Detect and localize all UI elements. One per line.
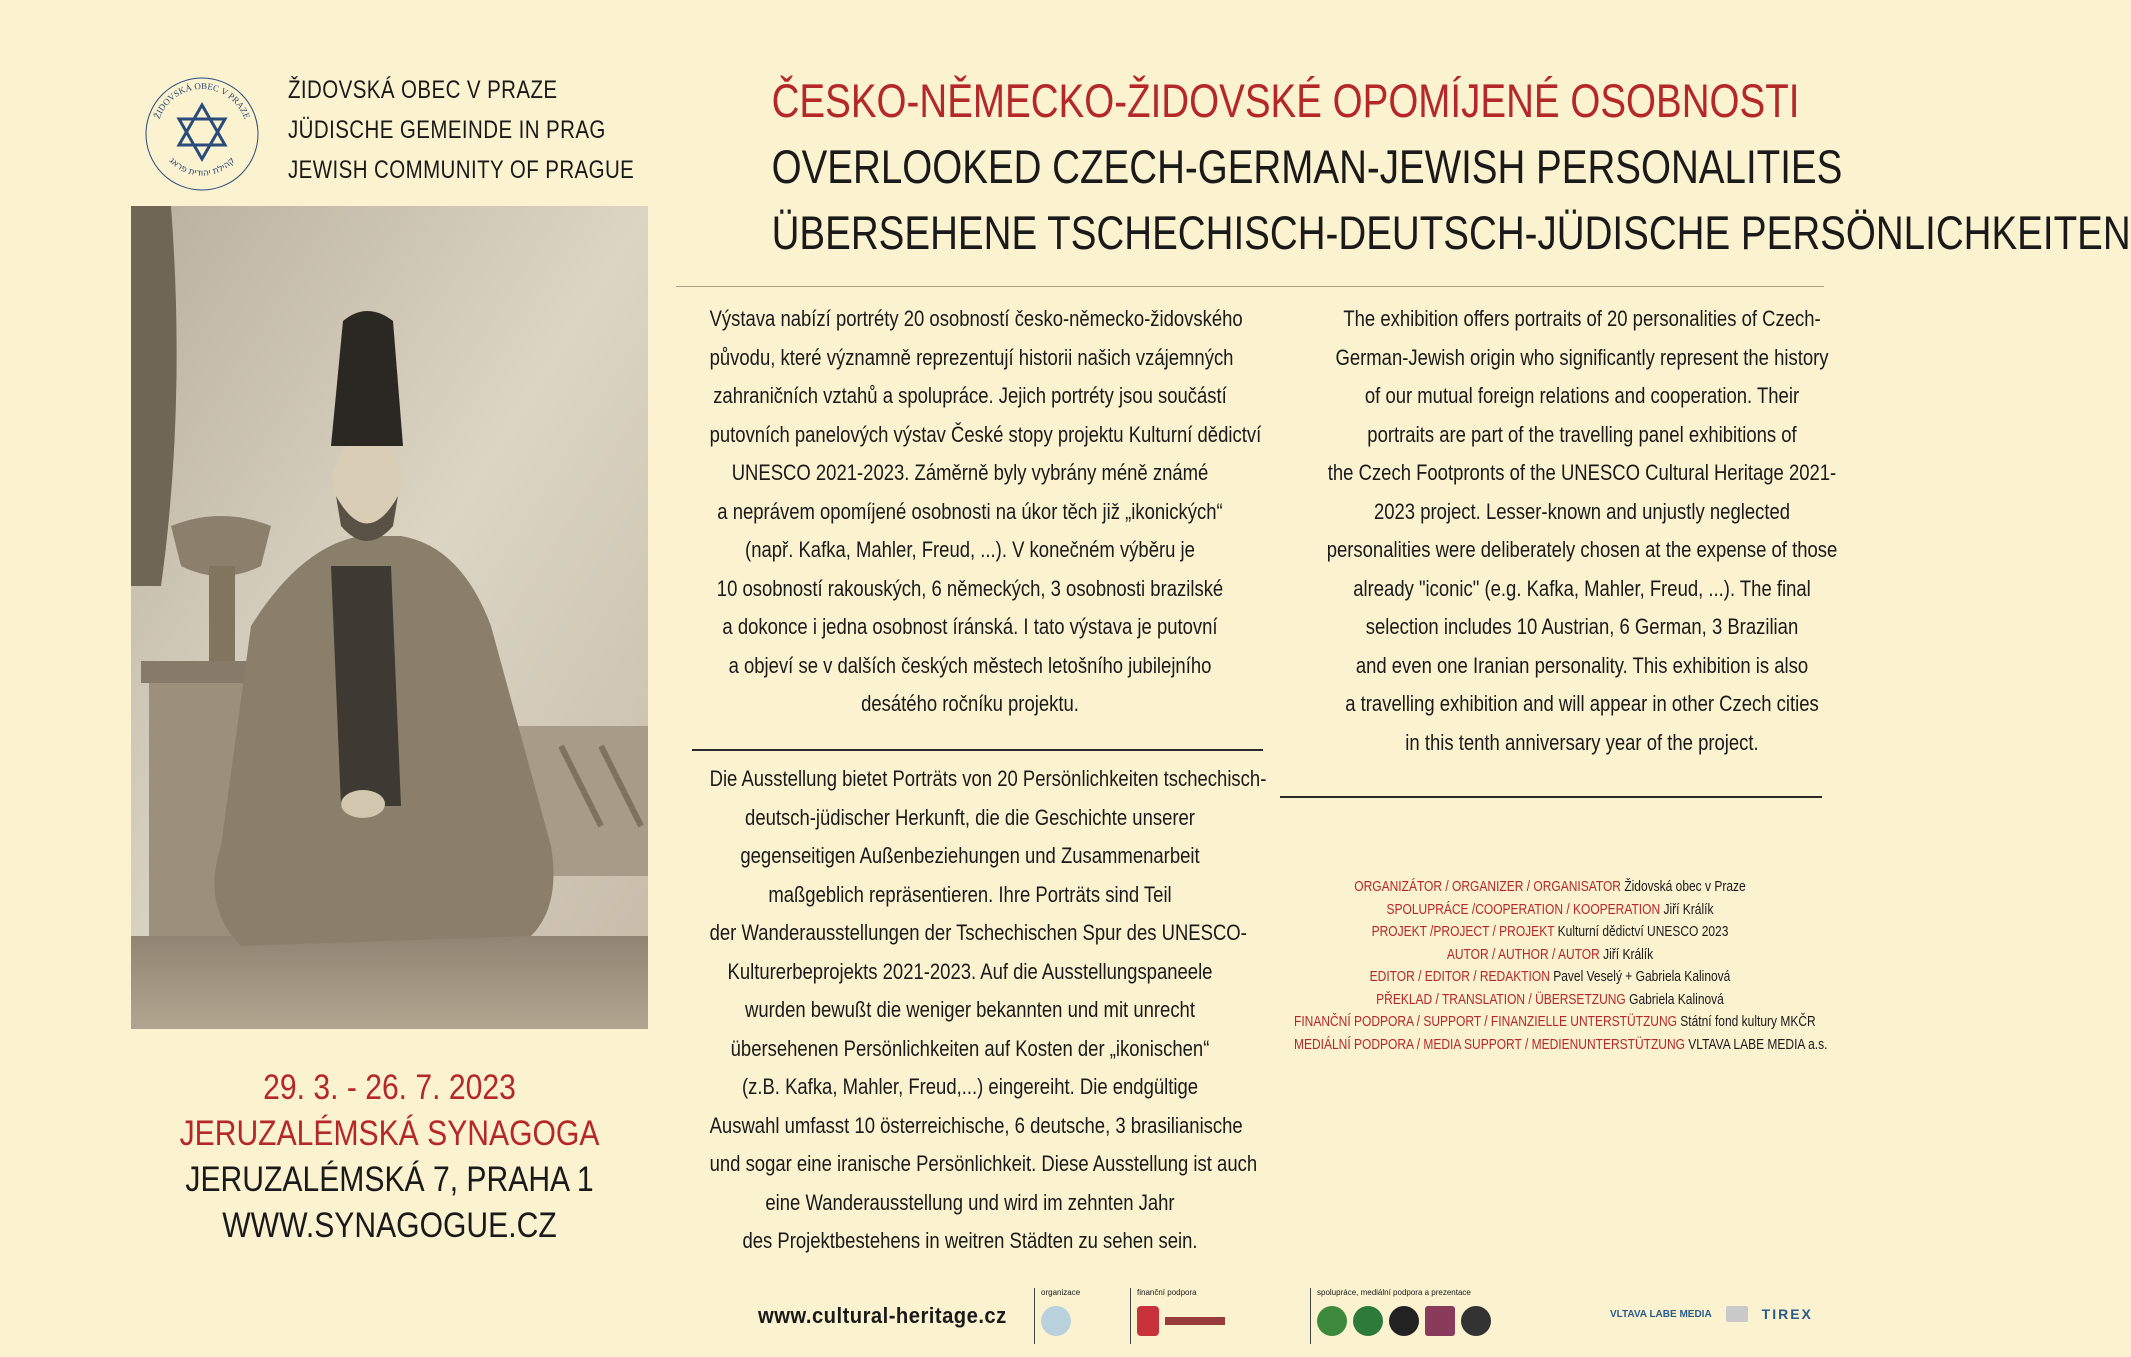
funding-crest-icon [1137, 1306, 1159, 1336]
text-line: wurden bewußt die weniger bekannten und mit unrecht [745, 997, 1195, 1022]
partner-emblem-icon [1317, 1306, 1347, 1336]
org-name-en: JEWISH COMMUNITY OF PRAGUE [288, 156, 635, 184]
text-german [660, 760, 1280, 1261]
event-venue: JERUZALÉMSKÁ SYNAGOGA [179, 1114, 600, 1153]
footer-url[interactable]: www.cultural-heritage.cz [758, 1303, 1007, 1328]
text-line: a travelling exhibition and will appear in other Czech cities [1345, 691, 1819, 716]
community-logo [143, 75, 261, 193]
section-divider [1280, 796, 1822, 798]
text-line: Auswahl umfasst 10 österreichische, 6 deutsche, 3 brasilianische [709, 1112, 1243, 1138]
event-info [167, 1065, 612, 1249]
coat-of-arms-icon [1425, 1306, 1455, 1336]
portrait-photo [131, 206, 648, 1029]
credit-row [1294, 989, 1806, 1012]
text-line: und sogar eine iranische Persönlichkeit. Diese Ausstellung ist auch [709, 1151, 1258, 1176]
org-name-cs: ŽIDOVSKÁ OBEC V PRAZE [288, 76, 558, 104]
text-line: The exhibition offers portraits of 20 personalities of Czech- [1343, 306, 1821, 331]
sponsor-group-funding [1130, 1288, 1301, 1344]
sponsor-group-label: spolupráce, mediální podpora a prezentace [1317, 1288, 1471, 1297]
credit-label: FINANČNÍ PODPORA / SUPPORT / FINANZIELLE UNTERSTÜTZUNG [1294, 1013, 1677, 1030]
logo-text: ŽIDOVSKÁ OBEC V PRAZE [151, 80, 253, 121]
text-line: des Projektbestehens in weitren Städten zu sehen sein. [742, 1228, 1198, 1253]
credit-row [1294, 966, 1806, 989]
text-line: eine Wanderausstellung und wird im zehnten Jahr [765, 1189, 1175, 1215]
text-line: deutsch-jüdischer Herkunft, die die Geschichte unserer [745, 804, 1195, 830]
text-line: in this tenth anniversary year of the project. [1405, 729, 1759, 755]
credit-value: Státní fond kultury MKČR [1680, 1013, 1816, 1030]
credit-row [1294, 899, 1806, 922]
text-line: zahraničních vztahů a spolupráce. Jejich portréty jsou součástí [713, 383, 1227, 408]
tirex-logo: TIREX [1761, 1306, 1813, 1322]
text-line: (např. Kafka, Mahler, Freud, ...). V konečném výběru je [745, 537, 1195, 562]
text-line: personalities were deliberately chosen at the expense of those [1326, 537, 1838, 562]
title-divider [676, 286, 1824, 287]
credit-label: SPOLUPRÁCE /COOPERATION / KOOPERATION [1386, 900, 1661, 918]
credit-row [1294, 876, 1806, 899]
text-line: already "iconic" (e.g. Kafka, Mahler, Freud, ...). The final [1353, 575, 1811, 601]
text-line: selection includes 10 Austrian, 6 German, 3 Brazilian [1365, 614, 1799, 639]
sponsor-group-label: organizace [1041, 1288, 1081, 1297]
text-line: 2023 project. Lesser-known and unjustly neglected [1373, 498, 1791, 524]
media-brand-logo: VLTAVA LABE MEDIA [1610, 1308, 1712, 1320]
text-line: desátého ročníku projektu. [861, 691, 1079, 716]
title-block [660, 68, 2131, 266]
event-website[interactable]: WWW.SYNAGOGUE.CZ [222, 1206, 557, 1245]
section-divider [692, 749, 1263, 751]
text-line: a objeví se v dalších českých městech letošního jubilejního [728, 652, 1212, 678]
credit-row [1294, 944, 1806, 967]
media-logo-icon [1726, 1306, 1748, 1322]
credit-label: ORGANIZÁTOR / ORGANIZER / ORGANISATOR [1354, 878, 1621, 895]
event-dates: 29. 3. - 26. 7. 2023 [263, 1068, 516, 1107]
logo-hebrew-text: קהילת יהודית פראג [166, 155, 238, 179]
text-line: a neprávem opomíjené osobnosti na úkor těch již „ikonických“ [717, 498, 1223, 524]
funding-logo-icon [1165, 1317, 1225, 1325]
text-line: gegenseitigen Außenbeziehungen und Zusammenarbeit [740, 843, 1200, 868]
text-line: 10 osobností rakouských, 6 německých, 3 osobnosti brazilské [716, 575, 1224, 601]
sponsor-group-label: finanční podpora [1137, 1288, 1197, 1297]
text-line: putovních panelových výstav České stopy projektu Kulturní dědictví [709, 421, 1262, 447]
sponsor-group-organizer [1034, 1288, 1123, 1344]
title-german: ÜBERSEHENE TSCHECHISCH-DEUTSCH-JÜDISCHE PERSÖNLICHKEITEN [771, 206, 2131, 259]
text-line: UNESCO 2021-2023. Záměrně byly vybrány méně známé [731, 460, 1209, 485]
credit-value: Jiří Králík [1603, 945, 1654, 963]
credit-row [1294, 1011, 1816, 1034]
sponsor-group-partners [1310, 1288, 1511, 1344]
credit-value: VLTAVA LABE MEDIA a.s. [1688, 1035, 1828, 1053]
credit-label: PŘEKLAD / TRANSLATION / ÜBERSETZUNG [1376, 990, 1626, 1008]
credit-value: Jiří Králík [1663, 900, 1714, 918]
credit-value: Kulturní dědictví UNESCO 2023 [1557, 923, 1729, 940]
title-czech: ČESKO-NĚMECKO-ŽIDOVSKÉ OPOMÍJENÉ OSOBNOSTI [771, 74, 1800, 127]
text-line: Výstava nabízí portréty 20 osobností česko-německo-židovského [709, 306, 1243, 331]
text-line: Kulturerbeprojekts 2021-2023. Auf die Ausstellungspaneele [727, 958, 1213, 984]
eagle-emblem-icon [1389, 1306, 1419, 1336]
credit-label: AUTOR / AUTHOR / AUTOR [1446, 945, 1600, 963]
text-line: (z.B. Kafka, Mahler, Freud,...) eingereiht. Die endgültige [741, 1074, 1199, 1099]
text-line: der Wanderausstellungen der Tschechischen Spur des UNESCO- [709, 920, 1247, 945]
text-english [1272, 300, 1892, 762]
credit-row [1294, 1034, 1828, 1057]
credit-row [1294, 921, 1806, 944]
credit-value: Gabriela Kalinová [1629, 990, 1724, 1008]
credit-label: PROJEKT /PROJECT / PROJEKT [1371, 923, 1555, 940]
media-logos [1610, 1306, 1813, 1322]
text-czech [660, 300, 1280, 724]
text-line: původu, které významně reprezentují historii našich vzájemných [709, 344, 1234, 370]
text-line: a dokonce i jedna osobnost íránská. I tato výstava je putovní [722, 614, 1218, 639]
credit-value: Židovská obec v Praze [1624, 878, 1746, 895]
text-line: maßgeblich repräsentieren. Ihre Porträts sind Teil [768, 881, 1172, 907]
eagle-emblem-icon [1461, 1306, 1491, 1336]
organizer-logo-icon [1041, 1306, 1071, 1336]
credit-value: Pavel Veselý + Gabriela Kalinová [1553, 968, 1731, 985]
text-line: the Czech Footpronts of the UNESCO Cultural Heritage 2021- [1327, 460, 1837, 485]
org-name-de: JÜDISCHE GEMEINDE IN PRAG [288, 116, 606, 144]
organization-names [288, 70, 634, 190]
text-line: portraits are part of the travelling panel exhibitions of [1367, 421, 1797, 447]
text-line: and even one Iranian personality. This exhibition is also [1355, 652, 1809, 678]
text-line: German-Jewish origin who significantly represent the history [1335, 344, 1829, 370]
credit-label: MEDIÁLNÍ PODPORA / MEDIA SUPPORT / MEDIENUNTERSTÜTZUNG [1294, 1035, 1685, 1053]
credit-label: EDITOR / EDITOR / REDAKTION [1369, 968, 1550, 985]
text-line: Die Ausstellung bietet Porträts von 20 Persönlichkeiten tschechisch- [709, 766, 1267, 791]
text-line: übersehenen Persönlichkeiten auf Kosten der „ikonischen“ [730, 1035, 1210, 1061]
event-address: JERUZALÉMSKÁ 7, PRAHA 1 [185, 1160, 594, 1199]
credits-list [1230, 876, 1870, 1056]
title-english: OVERLOOKED CZECH-GERMAN-JEWISH PERSONALITIES [771, 140, 1843, 193]
svg-text:ŽIDOVSKÁ OBEC V PRAZE [152, 81, 252, 121]
text-line: of our mutual foreign relations and cooperation. Their [1364, 383, 1800, 408]
partner-emblem-icon [1353, 1306, 1383, 1336]
